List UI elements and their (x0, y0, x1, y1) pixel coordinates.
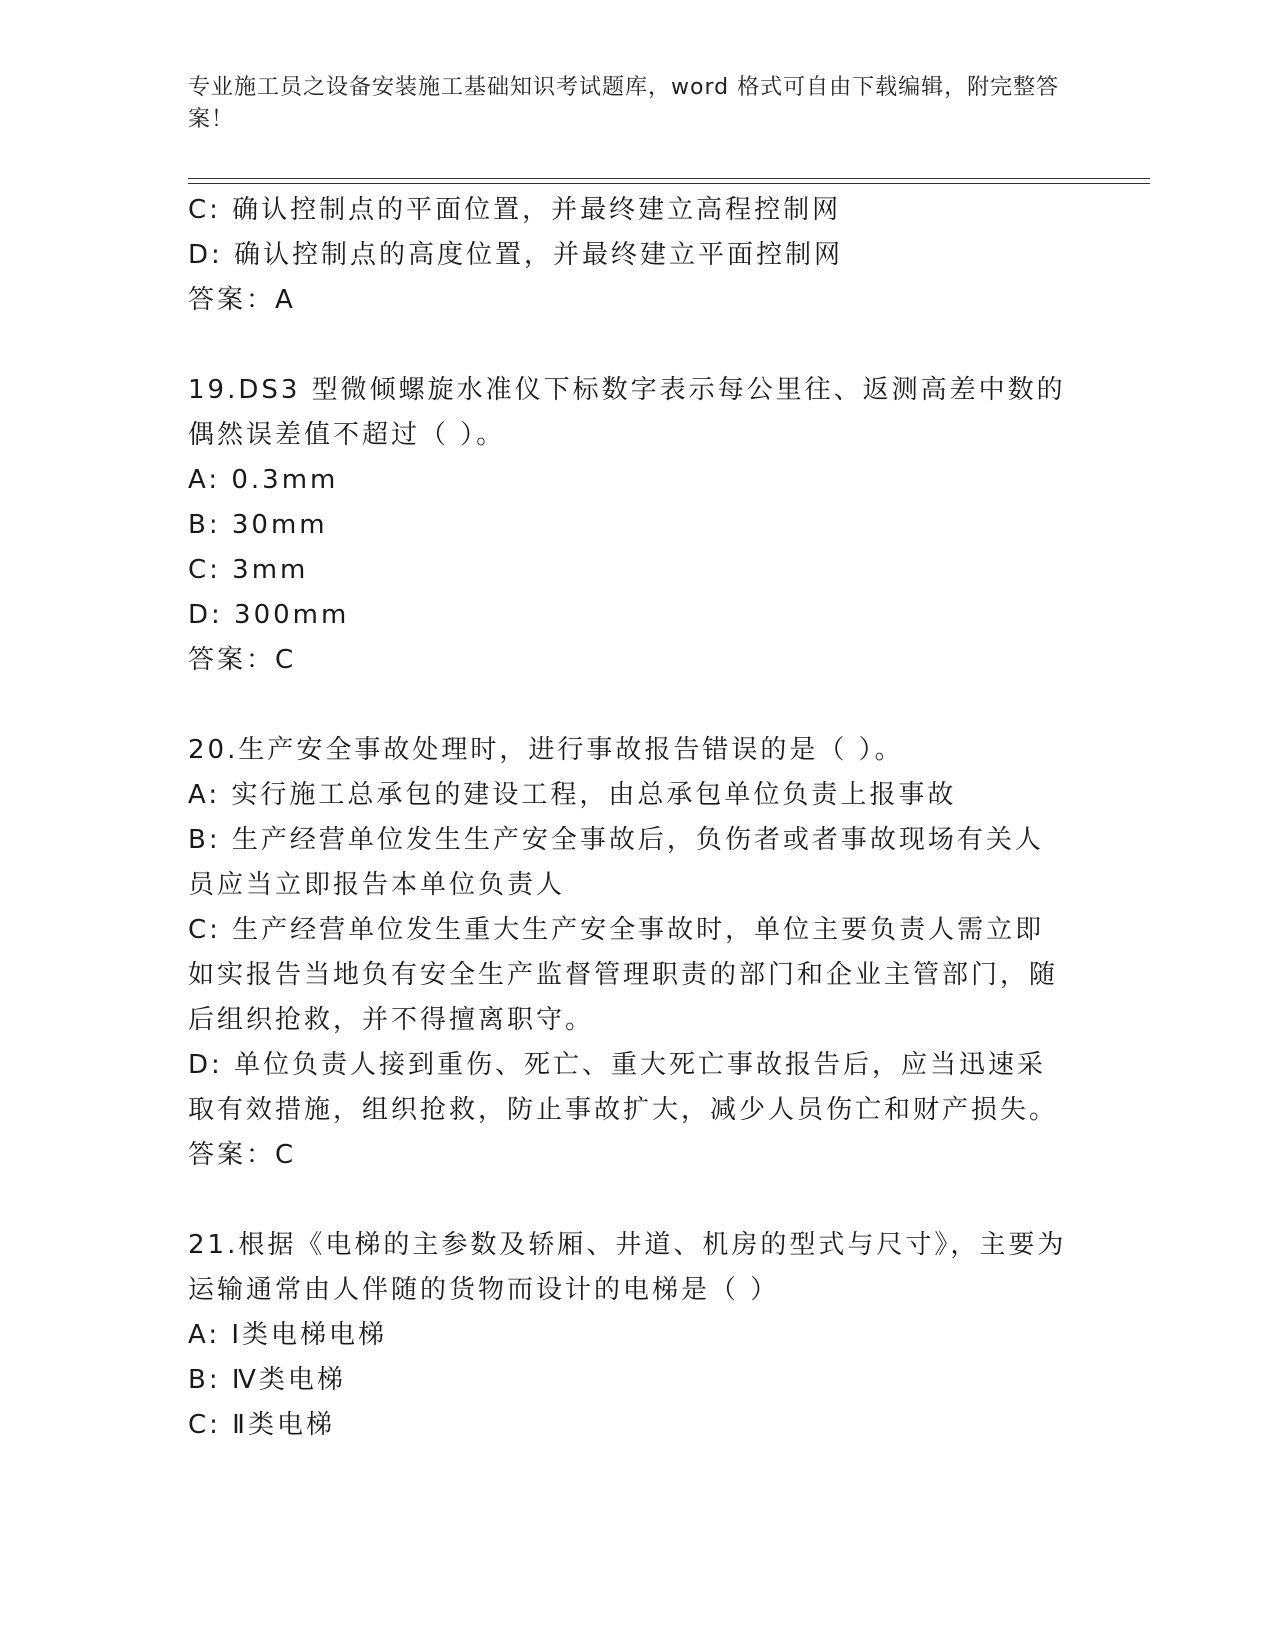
answer-line: 答案：C (188, 645, 297, 675)
option-a: A: 0.3mm (188, 465, 339, 495)
option-d: D: 单位负责人接到重伤、死亡、重大死亡事故报告后，应当迅速采取有效措施，组织抢救，防止事故扩大，减少人员伤亡和财产损失。 (188, 1050, 1059, 1125)
option-a: A: 实行施工总承包的建设工程，由总承包单位负责上报事故 (188, 780, 957, 810)
option-c: C: 生产经营单位发生重大生产安全事故时，单位主要负责人需立即如实报告当地负有安全生产监督管理职责的部门和企业主管部门，随后组织抢救，并不得擅离职守。 (188, 915, 1059, 1035)
header-divider (188, 178, 1150, 184)
question-block-18 (188, 188, 1068, 323)
option-d: D: 确认控制点的高度位置，并最终建立平面控制网 (188, 240, 844, 270)
question-list (188, 188, 1068, 1448)
question-block-19 (188, 368, 1068, 683)
option-b: B: Ⅳ类电梯 (188, 1365, 346, 1395)
spacer (188, 1178, 1068, 1223)
option-c: C: 确认控制点的平面位置，并最终建立高程控制网 (188, 195, 842, 225)
option-b: B: 生产经营单位发生生产安全事故后，负伤者或者事故现场有关人员应当立即报告本单位负责人 (188, 825, 1044, 900)
option-c: C: Ⅱ类电梯 (188, 1410, 335, 1440)
question-block-20 (188, 728, 1068, 1178)
answer-line: 答案：C (188, 1140, 297, 1170)
page-header (188, 72, 1068, 136)
option-c: C: 3mm (188, 555, 309, 585)
header-text: 专业施工员之设备安装施工基础知识考试题库，word 格式可自由下载编辑，附完整答案！ (188, 75, 1060, 132)
question-block-21 (188, 1223, 1068, 1448)
spacer (188, 683, 1068, 728)
answer-line: 答案：A (188, 285, 296, 315)
option-a: A: Ⅰ类电梯电梯 (188, 1320, 388, 1350)
option-d: D: 300mm (188, 600, 350, 630)
question-stem: 21.根据《电梯的主参数及轿厢、井道、机房的型式与尺寸》，主要为运输通常由人伴随的货物而设计的电梯是（ ） (188, 1230, 1067, 1305)
question-stem: 19.DS3 型微倾螺旋水准仪下标数字表示每公里往、返测高差中数的偶然误差值不超过（ ）。 (188, 375, 1066, 450)
question-stem: 20.生产安全事故处理时，进行事故报告错误的是（ ）。 (188, 735, 904, 765)
option-b: B: 30mm (188, 510, 328, 540)
spacer (188, 323, 1068, 368)
